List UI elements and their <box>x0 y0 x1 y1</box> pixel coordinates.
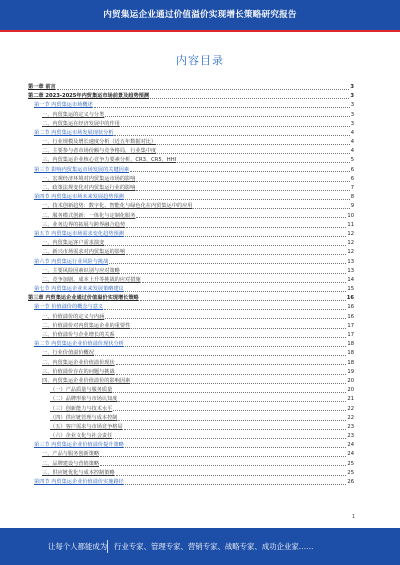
toc-entry-page: 12 <box>347 249 354 256</box>
toc-entry-text[interactable]: 第四节 内贸集运市场未来发展趋势预测 <box>34 194 124 201</box>
toc-entry-text[interactable]: （一）产品质量与服务质量 <box>50 387 113 394</box>
toc-entry-page: 18 <box>347 359 354 366</box>
toc-entry-page: 3 <box>350 83 354 90</box>
toc-dot-leader <box>113 438 346 439</box>
toc-entry-page: 12 <box>347 240 354 247</box>
toc-dot-leader <box>100 465 346 466</box>
toc-dot-leader <box>136 181 349 182</box>
toc-entry-page: 18 <box>347 350 354 357</box>
toc-dot-leader <box>113 392 346 393</box>
toc-dot-leader <box>126 254 346 255</box>
toc-entry-text[interactable]: 二、竞争加剧、成本上升等挑战的应对措施 <box>42 276 141 283</box>
toc-entry-text[interactable]: 一、价值溢价的定义与内涵 <box>42 313 105 320</box>
toc-entry-text[interactable]: 三、业务边界的拓展与跨界融合趋势 <box>42 221 126 228</box>
toc-entry-text[interactable]: 第二节 内贸集运企业价值溢价现状分析 <box>34 341 124 348</box>
toc-entry-page: 5 <box>350 157 354 164</box>
toc-entry[interactable] <box>28 111 354 120</box>
toc-entry-page: 9 <box>350 203 354 210</box>
toc-dot-leader <box>118 420 346 421</box>
toc-dot-leader <box>136 190 349 191</box>
toc-entry-text[interactable]: 二、品牌建设与营销策略 <box>42 460 100 467</box>
toc-entry[interactable] <box>28 212 354 221</box>
toc-entry[interactable] <box>28 451 354 460</box>
toc-dot-leader <box>142 282 347 283</box>
toc-dot-leader <box>126 227 346 228</box>
toc-entry-text[interactable]: 二、内贸集运企业价值溢价现状 <box>42 359 115 366</box>
toc-entry-text[interactable]: （二）品牌形象与市场认知度 <box>50 396 118 403</box>
toc-entry-text[interactable]: 第三节 内贸集运企业价值溢价提升策略 <box>34 442 124 449</box>
report-header <box>0 0 400 30</box>
toc-entry[interactable] <box>28 313 354 322</box>
toc-dot-leader <box>104 309 346 310</box>
toc-dot-leader <box>105 245 346 246</box>
toc-entry-text[interactable]: 一、内贸集运客户需求演变 <box>42 240 105 247</box>
toc-dot-leader <box>116 364 347 365</box>
toc-entry-page: 12 <box>347 230 354 237</box>
toc-entry-page: 26 <box>347 479 354 486</box>
toc-dot-leader <box>125 291 347 292</box>
toc-entry-page: 24 <box>347 451 354 458</box>
toc-entry-text[interactable]: 一、主要风险因素识别与应对策略 <box>42 267 120 274</box>
toc-entry[interactable] <box>28 478 354 487</box>
toc-dot-leader <box>94 107 350 108</box>
toc-entry-text[interactable]: 第四节 内贸集运企业价值溢价实施路径 <box>34 479 124 486</box>
toc-entry-page: 25 <box>347 460 354 467</box>
toc-entry[interactable] <box>28 267 354 276</box>
toc-dot-leader <box>116 337 347 338</box>
toc-entry-page: 3 <box>350 102 354 109</box>
toc-entry-text[interactable]: 一、行业规模及增长速度分析（近五年数据对比） <box>42 139 157 146</box>
toc-entry-page: 15 <box>347 286 354 293</box>
toc-entry[interactable] <box>28 129 354 138</box>
toc-entry-text[interactable]: 一、技术创新趋势：数字化、智能化与绿色化在内贸集运中的应用 <box>42 203 193 210</box>
toc-dot-leader <box>140 300 346 301</box>
toc-entry-text[interactable]: 一、行业价值溢价概况 <box>42 350 94 357</box>
toc-entry[interactable] <box>28 258 354 267</box>
toc-entry-text[interactable]: 二、服务模式创新：一体化与定制化服务 <box>42 212 136 219</box>
toc-dot-leader <box>118 401 346 402</box>
toc-entry-page: 13 <box>347 267 354 274</box>
toc-entry-text[interactable]: 三、供应链优化与成本控制策略 <box>42 469 115 476</box>
toc-dot-leader <box>136 217 346 218</box>
toc-entry-text[interactable]: 二、内贸集运在经济发展中的作用 <box>42 120 120 127</box>
toc-entry-text[interactable]: 三、内贸集运企业核心竞争力要素分析，CR3、CR5、HHI <box>42 157 177 164</box>
toc-entry[interactable] <box>28 359 354 368</box>
toc-entry-text[interactable]: 一、宏观经济环境对内贸集运市场的影响 <box>42 175 136 182</box>
toc-entry-text[interactable]: （五）客户需求与市场竞争格局 <box>50 423 123 430</box>
toc-entry-page: 25 <box>347 469 354 476</box>
toc-entry-text[interactable]: 第二章 2023-2025年内贸集运市场前景及趋势预测 <box>28 93 150 100</box>
toc-entry[interactable] <box>28 331 354 340</box>
toc-entry-page: 20 <box>347 387 354 394</box>
toc-entry-page: 6 <box>350 166 354 173</box>
toc-entry-page: 3 <box>350 93 354 100</box>
toc-entry[interactable] <box>28 395 354 404</box>
toc-entry[interactable] <box>28 157 354 166</box>
toc-entry-page: 6 <box>350 175 354 182</box>
toc-entry[interactable] <box>28 441 354 450</box>
toc-entry[interactable] <box>28 349 354 358</box>
footer-slogan-right: 行业专家、管理专家、营销专家、战略专家、成功企业家…… <box>114 542 314 551</box>
toc-dot-leader <box>121 273 347 274</box>
toc-dot-leader <box>131 328 346 329</box>
toc-entry-page: 24 <box>347 442 354 449</box>
toc-entry-page: 21 <box>347 396 354 403</box>
toc-entry-page: 14 <box>347 276 354 283</box>
toc-entry-page: 3 <box>350 120 354 127</box>
toc-entry[interactable] <box>28 304 354 313</box>
toc-dot-leader <box>95 355 347 356</box>
toc-entry-text[interactable]: 第三章 内贸集运企业通过价值溢价实现增长策略 <box>28 295 139 302</box>
header-accent-line <box>0 30 400 32</box>
toc-dot-leader <box>116 475 347 476</box>
toc-entry-text[interactable]: （六）企业文化与社会责任 <box>50 433 113 440</box>
toc-entry[interactable] <box>28 83 354 92</box>
toc-entry-text[interactable]: 一、内贸集运的定义与分类 <box>42 111 105 118</box>
toc-entry-text[interactable]: 二、主要参与者市场份额与竞争格局，行业集中度 <box>42 148 157 155</box>
toc-entry-text[interactable]: 第三节 影响内贸集运市场发展的关键因素 <box>34 166 130 173</box>
toc-entry[interactable] <box>28 92 354 101</box>
toc-entry-page: 19 <box>347 368 354 375</box>
toc-entry[interactable] <box>28 368 354 377</box>
toc-entry-page: 17 <box>347 332 354 339</box>
toc-entry[interactable] <box>28 175 354 184</box>
toc-entry[interactable] <box>28 193 354 202</box>
toc-entry[interactable] <box>28 377 354 386</box>
toc-dot-leader <box>125 236 347 237</box>
toc-entry-text[interactable]: 第二节 内贸集运市场发展现状分析 <box>34 129 114 136</box>
table-of-contents <box>28 83 354 487</box>
toc-dot-leader <box>114 135 349 136</box>
toc-dot-leader <box>105 318 346 319</box>
toc-entry-page: 4 <box>350 139 354 146</box>
footer-banner <box>0 528 400 565</box>
toc-entry-page: 23 <box>347 433 354 440</box>
toc-dot-leader <box>109 263 346 264</box>
toc-entry[interactable] <box>28 147 354 156</box>
toc-dot-leader <box>177 162 350 163</box>
toc-dot-leader <box>125 199 350 200</box>
toc-entry[interactable] <box>28 239 354 248</box>
toc-entry[interactable] <box>28 248 354 257</box>
toc-entry-page: 16 <box>347 313 354 320</box>
toc-dot-leader <box>113 410 346 411</box>
toc-dot-leader <box>125 346 347 347</box>
toc-entry-text[interactable]: 二、政策法规变化对内贸集运行业的影响 <box>42 185 136 192</box>
toc-entry-text[interactable]: 二、价值溢价对内贸集运企业的重要性 <box>42 322 131 329</box>
toc-entry-text[interactable]: 一、产品与服务创新策略 <box>42 451 100 458</box>
toc-entry[interactable] <box>28 101 354 110</box>
toc-entry[interactable] <box>28 120 354 129</box>
toc-entry[interactable] <box>28 414 354 423</box>
toc-entry[interactable] <box>28 340 354 349</box>
toc-entry[interactable] <box>28 294 354 303</box>
toc-entry-page: 16 <box>347 304 354 311</box>
toc-entry-text[interactable]: （三）创新能力与技术水平 <box>50 405 113 412</box>
toc-entry-page: 22 <box>347 414 354 421</box>
toc-entry-text[interactable]: 二、新兴市场需求对内贸集运的影响 <box>42 249 126 256</box>
toc-dot-leader <box>157 144 350 145</box>
toc-dot-leader <box>130 171 350 172</box>
toc-dot-leader <box>131 383 346 384</box>
toc-entry-text[interactable]: 三、价值溢价存在的问题与挑战 <box>42 368 115 375</box>
toc-entry[interactable] <box>28 221 354 230</box>
toc-entry-text[interactable]: 第一节 内贸集运市场概述 <box>34 102 93 109</box>
toc-entry-page: 11 <box>347 221 354 228</box>
toc-entry-text[interactable]: （四）供应链管理与成本控制 <box>50 414 118 421</box>
toc-dot-leader <box>116 374 347 375</box>
toc-entry-page: 8 <box>350 194 354 201</box>
toc-entry-page: 18 <box>347 341 354 348</box>
toc-entry[interactable] <box>28 276 354 285</box>
toc-entry-text[interactable]: 第一章 前言 <box>28 83 56 90</box>
toc-entry[interactable] <box>28 285 354 294</box>
page-number: 1 <box>351 514 355 520</box>
toc-entry-page: 7 <box>350 185 354 192</box>
report-title: 内贸集运企业通过价值溢价实现增长策略研究报告 <box>103 10 297 20</box>
toc-dot-leader <box>193 208 349 209</box>
toc-dot-leader <box>121 126 350 127</box>
toc-entry-text[interactable]: 第六节 内贸集运行业风险与挑战 <box>34 258 109 265</box>
toc-entry[interactable] <box>28 166 354 175</box>
toc-entry-text[interactable]: 四、内贸集运企业价值溢价的影响因素 <box>42 377 131 384</box>
toc-entry-text[interactable]: 第五节 内贸集运市场需求变化趋势预测 <box>34 230 124 237</box>
toc-dot-leader <box>100 456 346 457</box>
toc-dot-leader <box>57 89 350 90</box>
footer-slogan-left: 让每个人都能成为 <box>48 542 108 551</box>
toc-entry-page: 17 <box>347 322 354 329</box>
toc-entry-page: 13 <box>347 258 354 265</box>
toc-dot-leader <box>124 429 347 430</box>
toc-dot-leader <box>125 447 347 448</box>
toc-entry[interactable] <box>28 184 354 193</box>
toc-entry[interactable] <box>28 386 354 395</box>
toc-entry[interactable] <box>28 460 354 469</box>
toc-entry-page: 4 <box>350 129 354 136</box>
toc-entry[interactable] <box>28 322 354 331</box>
toc-entry-page: 23 <box>347 423 354 430</box>
toc-entry[interactable] <box>28 405 354 414</box>
footer-divider <box>107 540 108 553</box>
toc-entry[interactable] <box>28 469 354 478</box>
toc-entry[interactable] <box>28 202 354 211</box>
toc-dot-leader <box>125 484 347 485</box>
toc-entry-page: 20 <box>347 377 354 384</box>
toc-entry-page: 4 <box>350 148 354 155</box>
toc-entry-text[interactable]: 三、价值溢价与企业增长的关系 <box>42 332 115 339</box>
toc-dot-leader <box>105 116 349 117</box>
toc-entry-text[interactable]: 第一节 价值溢价的概念与意义 <box>34 304 104 311</box>
toc-entry-page: 16 <box>346 295 354 302</box>
toc-entry[interactable] <box>28 423 354 432</box>
toc-entry-page: 3 <box>350 111 354 118</box>
toc-entry[interactable] <box>28 432 354 441</box>
toc-dot-leader <box>150 98 349 99</box>
toc-title: 内容目录 <box>176 54 224 67</box>
toc-entry-page: 22 <box>347 405 354 412</box>
toc-dot-leader <box>157 153 350 154</box>
toc-entry-text[interactable]: 第七节 内贸集运企业未来发展策略建议 <box>34 286 124 293</box>
toc-entry[interactable] <box>28 138 354 147</box>
toc-entry-page: 10 <box>347 212 354 219</box>
toc-entry[interactable] <box>28 230 354 239</box>
